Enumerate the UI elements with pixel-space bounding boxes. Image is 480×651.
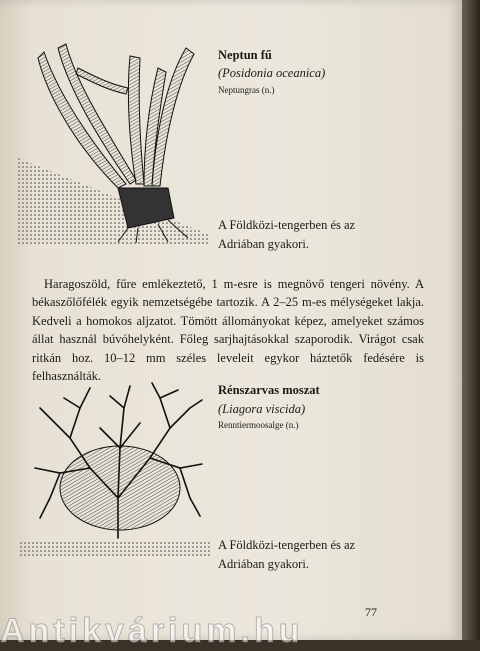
entry-title-renszarvas: Rénszarvas moszat xyxy=(218,383,320,397)
entry-german-renszarvas: Renntiermoosalge (n.) xyxy=(218,420,299,430)
watermark: Antikvárium.hu xyxy=(0,612,304,650)
liagora-alga-illustration xyxy=(20,378,210,560)
entry-latin-neptun: (Posidonia oceanica) xyxy=(218,66,326,80)
page-edge xyxy=(462,0,480,640)
entry-title-neptun: Neptun fű xyxy=(218,48,272,62)
entry-distribution-neptun: A Földközi-tengerben és az Adriában gyakori. xyxy=(218,218,356,251)
description-paragraph: Haragoszöld, fűre emlékeztető, 1 m-esre is megnövő tengeri növény. A békaszőlőfélék egyik nemzetségébe tartozik. A 2–25 m-es mélységeket lakja. Kedveli a homokos aljzatot. Tömött állományokat képez, amelyeket számos állat használ búvóhelyként. Főleg sarjhajtásokkal szaporodik. Virágot csak ritkán hoz. 10–12 mm széles leveleit egykor háztetők fedésére is felhasználták. xyxy=(32,276,424,383)
page-number: 77 xyxy=(365,605,377,619)
entry-german-neptun: Neptungras (n.) xyxy=(218,85,275,95)
neptune-grass-illustration xyxy=(18,38,214,244)
entry-latin-renszarvas: (Liagora viscida) xyxy=(218,402,306,416)
entry-distribution-renszarvas: A Földközi-tengerben és az Adriában gyakori. xyxy=(218,538,356,571)
